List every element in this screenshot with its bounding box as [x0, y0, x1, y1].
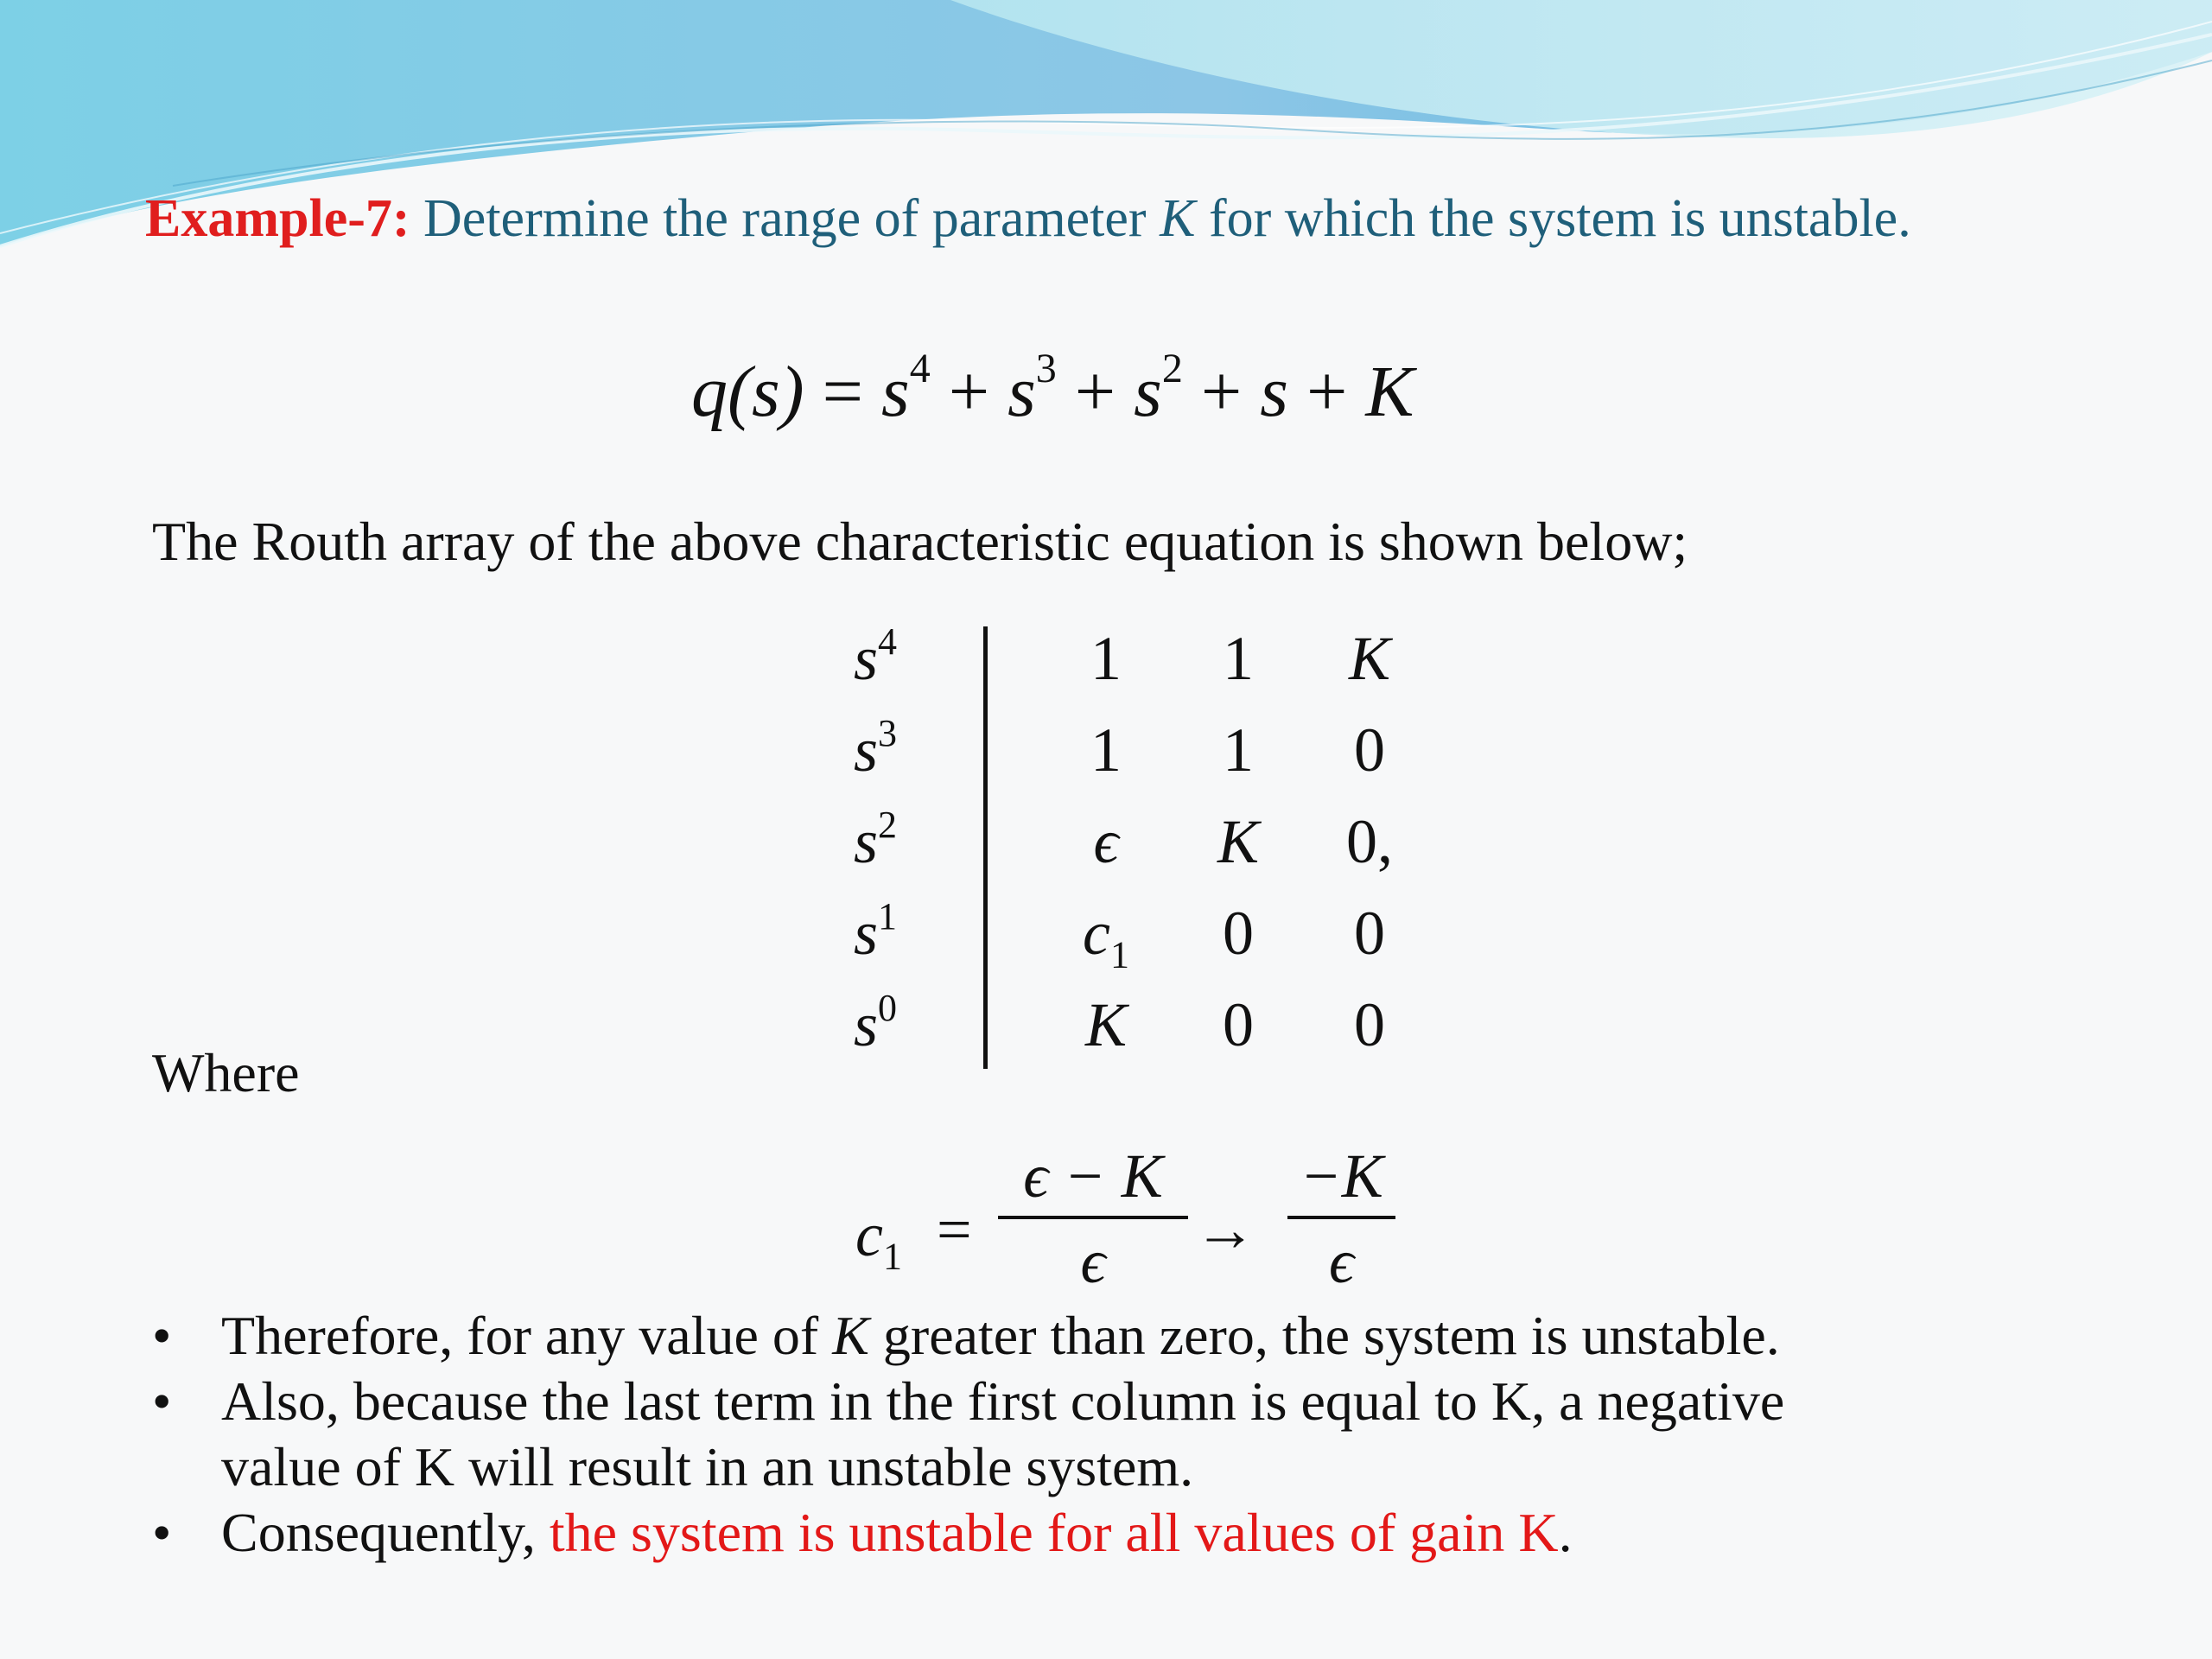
routh-row-s2: $s^2$ ϵ K 0,	[854, 804, 1393, 876]
routh-row-s1: $s^1$ $c_1$ 0 0	[854, 895, 1385, 976]
list-item: • Therefore, for any value of K greater than zero, the system is unstable.	[152, 1303, 2139, 1369]
fraction-2: −K ϵ	[1287, 1141, 1395, 1298]
fraction-1: ϵ − K ϵ	[998, 1141, 1188, 1298]
routh-array	[838, 618, 1408, 1084]
routh-row-s0: $s^0$ K 0 0	[854, 987, 1385, 1059]
bullet-icon: •	[152, 1305, 172, 1366]
bullet-list	[152, 1303, 2139, 1566]
conclusion-highlight: the system is unstable for all values of gain K	[549, 1502, 1559, 1563]
characteristic-equation: $q(s) = s^4 + s^3 + s^2 + s + K$	[691, 346, 1414, 432]
list-item: • Also, because the last term in the first column is equal to K, a negative value of K will result in an unstable system.	[152, 1370, 1785, 1497]
routh-row-s3: $s^3$ 1 1 0	[854, 712, 1385, 785]
slide-title	[145, 188, 1911, 250]
routh-row-s4: $s^4$ 1 1 K	[854, 620, 1391, 693]
arrow-icon: →	[1194, 1195, 1256, 1264]
intro-text: The Routh array of the above characteristic equation is shown below;	[152, 511, 1688, 572]
example-label: Example-7:	[145, 189, 410, 248]
list-item: • Consequently, the system is unstable for all values of gain K.	[152, 1500, 2139, 1566]
bullet-icon: •	[152, 1370, 172, 1432]
bullet-icon: •	[152, 1502, 172, 1563]
where-label: Where	[152, 1042, 300, 1103]
title-text: Determine the range of parameter K for which the system is unstable.	[423, 189, 1911, 248]
c1-equation: $c_1$ = ϵ − K ϵ → −K ϵ	[855, 1141, 1408, 1305]
